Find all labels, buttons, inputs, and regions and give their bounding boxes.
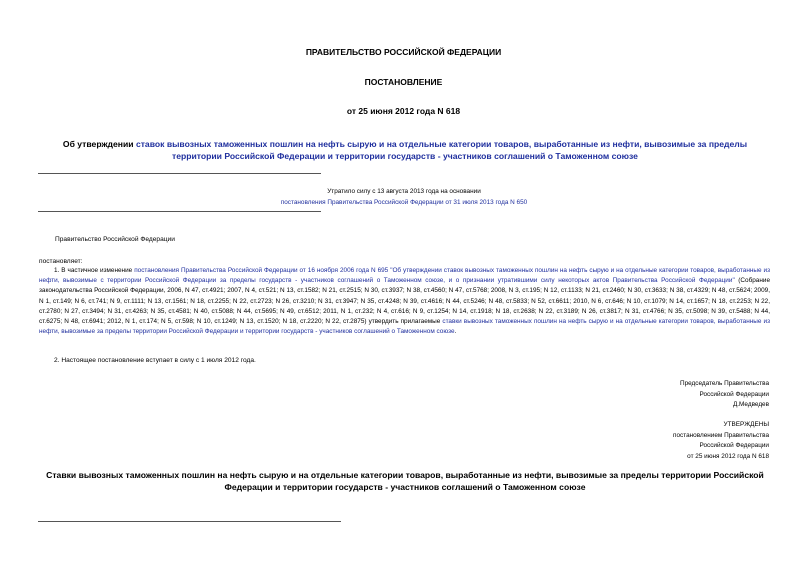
approval-date: от 25 июня 2012 года N 618 bbox=[687, 452, 769, 460]
approval-by: постановлением Правительства bbox=[673, 431, 769, 439]
paragraph-1-end: . bbox=[454, 328, 457, 336]
divider-middle bbox=[38, 211, 321, 212]
approval-block bbox=[469, 420, 769, 462]
paragraph-1-start: 1. В частичное изменение bbox=[54, 267, 135, 274]
divider-bottom bbox=[38, 521, 341, 522]
heading-prefix: Об утверждении bbox=[62, 139, 136, 149]
expiry-decree-link[interactable]: постановления Правительства Российской Федерации от 31 июля 2013 года N 650 bbox=[280, 199, 528, 206]
expiry-note-text: Утратило силу с 13 августа 2013 года на основании bbox=[327, 188, 481, 195]
expiry-note bbox=[200, 186, 608, 208]
decree-word: постановляет: bbox=[39, 258, 83, 265]
intro-text: Правительство Российской Федерации bbox=[55, 236, 175, 243]
heading-link[interactable]: ставок вывозных таможенных пошлин на нефть сырую и на отдельные категории товаров, выработанные из нефти, вывозимые за пределы территории Российской Федерации и территории государств - участников соглашений о Таможенном союзе bbox=[135, 139, 748, 161]
rates-link[interactable]: ставки вывозных таможенных пошлин на нефть сырую и на отдельные категории товаров, выработанные из нефти, вывозимые за пределы территории Российской Федерации и территории государств - участников соглашений о Таможенном союзе bbox=[39, 318, 770, 336]
signature-position: Председатель Правительства bbox=[680, 380, 769, 387]
approval-country: Российской Федерации bbox=[699, 442, 769, 449]
government-title: ПРАВИТЕЛЬСТВО РОССИЙСКОЙ ФЕДЕРАЦИИ bbox=[305, 47, 502, 57]
document-type: ПОСТАНОВЛЕНИЕ bbox=[364, 77, 443, 87]
approval-label: УТВЕРЖДЕНЫ bbox=[723, 421, 769, 428]
divider-top bbox=[38, 173, 321, 174]
paragraph-2: 2. Настоящее постановление вступает в силу с 1 июля 2012 года. bbox=[54, 357, 256, 364]
signature-block bbox=[469, 379, 769, 411]
signature-country: Российской Федерации bbox=[699, 390, 769, 398]
rates-title: Ставки вывозных таможенных пошлин на нефть сырую и на отдельные категории товаров, выработанные из нефти, вывозимые за пределы территории Российской Федерации и территории государств - участников соглашений о Таможенном союзе bbox=[46, 470, 764, 492]
decree-695-link[interactable]: постановления Правительства Российской Федерации от 16 ноября 2006 года N 695 "Об утверждении ставок вывозных таможенных пошлин на нефть сырую и на отдельные категории товаров, выработанные из нефти, вывозимые с территории Российской Федерации за пределы государств - участников соглашений о Таможенном союзе, и о признании утратившими силу некоторых актов Правительства Российской Федерации" bbox=[39, 267, 771, 285]
signature-name: Д.Медведев bbox=[732, 401, 769, 408]
document-date: от 25 июня 2012 года N 618 bbox=[346, 106, 461, 116]
document-heading bbox=[40, 138, 770, 162]
paragraph-1 bbox=[39, 266, 770, 337]
paragraph-1-citations: (Собрание законодательства Российской Федерации, 2006, N 47, ст.4921; 2007, N 4, ст.521; N 13, ст.1582; N 21, ст.2515; N 30, ст.3937; N 38, ст.4560; N 47, ст.5768; 2008, N 3, ст.195; N 12, ст.1133; N 21, ст.2460; N 30, ст.3633; N 38, ст.4329; N 48, ст.5624; 2009, N 1, ст.149; N 6, ст.741; N 9, ст.1111; N 13, ст.1561; N 18, ст.2255; N 22, ст.2723; N 26, ст.3210; N 31, ст.3947; N 35, ст.4248; N 39, ст.4616; N 44, ст.5246; N 48, ст.5833; N 52, ст.6611; 2010, N 6, ст.646; N 10, ст.1079; N 14, ст.1657; N 18, ст.2253; N 22, ст.2780; N 27, ст.3494; N 31, ст.4263; N 35, ст.4581; N 40, ст.5088; N 44, ст.5695; N 49, ст.6512; 2011, N 1, ст.232; N 4, ст.616; N 9, ст.1254; N 14, ст.1918; N 18, ст.2638; N 22, ст.3189; N 26, ст.3817; N 31, ст.4766; N 35, ст.5098; N 39, ст.5488; N 44, ст.6275; N 48, ст.6941; 2012, N 1, ст.174; N 5, ст.598; N 10, ст.1249; N 13, ст.1520; N 18, ст.2220; N 22, ст.2875) утвердить прилагаемые bbox=[39, 277, 771, 326]
